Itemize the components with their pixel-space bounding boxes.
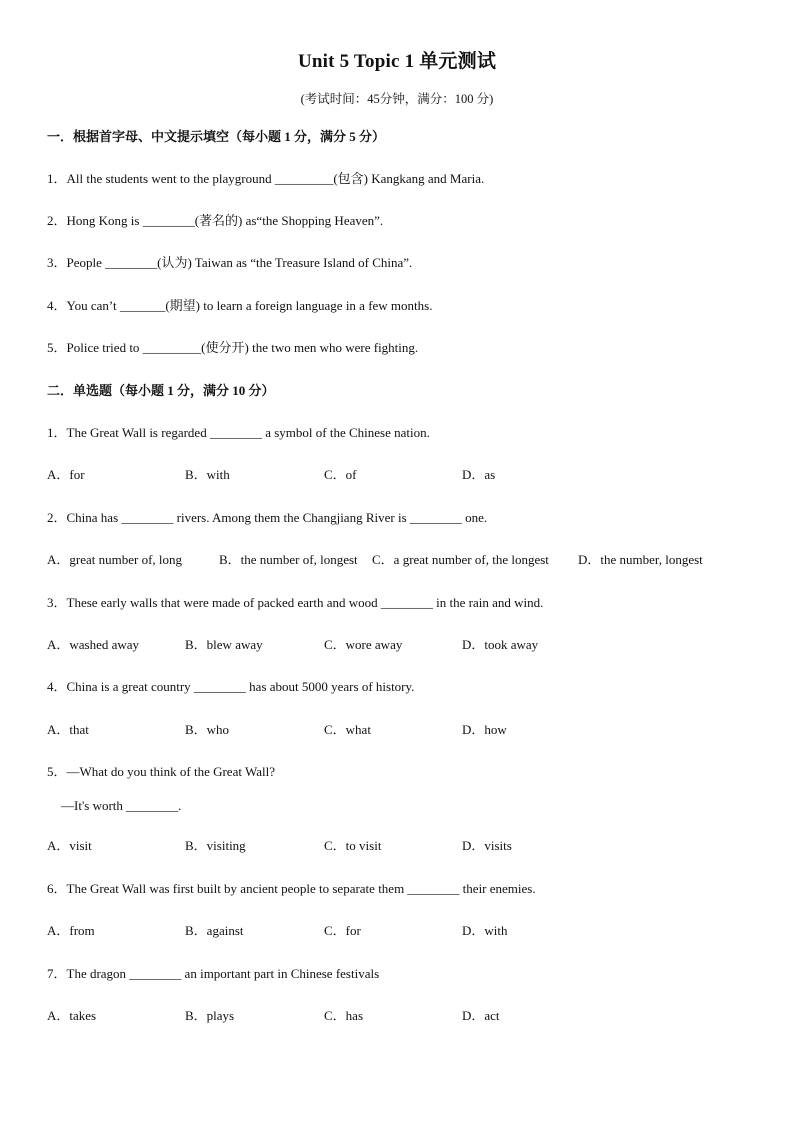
option-c[interactable]: C．has xyxy=(324,1008,364,1023)
option-d[interactable]: D．act xyxy=(462,1008,500,1023)
option-d[interactable]: D．visits xyxy=(462,838,512,853)
option-c[interactable]: C．of xyxy=(324,467,357,482)
question-5-stem-reply: —It's worth ________. xyxy=(61,798,182,813)
question-7-stem: 7．The dragon ________ an important part in Chinese festivals xyxy=(47,966,380,981)
option-d[interactable]: D．as xyxy=(462,467,496,482)
question-5-stem: 5．—What do you think of the Great Wall? xyxy=(47,764,275,779)
question-4-options xyxy=(47,719,747,737)
exam-subtitle: (考试时间：45分钟，满分：100 分) xyxy=(300,92,494,106)
section-2-heading: 二．单选题（每小题 1 分，满分 10 分） xyxy=(47,383,275,398)
option-d[interactable]: D．with xyxy=(462,923,508,938)
section-1-heading: 一．根据首字母、中文提示填空（每小题 1 分，满分 5 分） xyxy=(47,129,386,144)
question-3-options xyxy=(47,634,747,652)
option-a[interactable]: A．great number of, long xyxy=(47,552,183,567)
option-b[interactable]: B．blew away xyxy=(185,637,263,652)
option-a[interactable]: A．for xyxy=(47,467,85,482)
option-d[interactable]: D．took away xyxy=(462,637,539,652)
question-6-options xyxy=(47,920,747,938)
fill-item-1: 1．All the students went to the playground _________(包含) Kangkang and Maria. xyxy=(47,171,485,186)
option-c[interactable]: C．to visit xyxy=(324,838,382,853)
option-d[interactable]: D．the number, longest xyxy=(578,552,703,567)
option-b[interactable]: B．visiting xyxy=(185,838,246,853)
option-a[interactable]: A．washed away xyxy=(47,637,140,652)
question-4-stem: 4．China is a great country ________ has about 5000 years of history. xyxy=(47,679,415,694)
option-a[interactable]: A．from xyxy=(47,923,95,938)
option-a[interactable]: A．that xyxy=(47,722,89,737)
question-2-stem: 2．China has ________ rivers. Among them the Changjiang River is ________ one. xyxy=(47,510,488,525)
fill-item-5: 5．Police tried to _________(使分开) the two men who were fighting. xyxy=(47,340,419,355)
option-c[interactable]: C．a great number of, the longest xyxy=(372,552,549,567)
exam-title: Unit 5 Topic 1 单元测试 xyxy=(297,51,497,72)
option-b[interactable]: B．with xyxy=(185,467,230,482)
option-d[interactable]: D．how xyxy=(462,722,507,737)
option-b[interactable]: B．the number of, longest xyxy=(219,552,358,567)
option-c[interactable]: C．for xyxy=(324,923,361,938)
fill-item-3: 3．People ________(认为) Taiwan as “the Treasure Island of China”. xyxy=(47,255,413,270)
fill-item-2: 2．Hong Kong is ________(著名的) as“the Shopping Heaven”. xyxy=(47,213,384,228)
question-7-options xyxy=(47,1005,747,1023)
option-b[interactable]: B．plays xyxy=(185,1008,235,1023)
question-6-stem: 6．The Great Wall was first built by ancient people to separate them ________ their enemies. xyxy=(47,881,536,896)
question-1-stem: 1．The Great Wall is regarded ________ a symbol of the Chinese nation. xyxy=(47,425,430,440)
option-c[interactable]: C．wore away xyxy=(324,637,403,652)
option-b[interactable]: B．against xyxy=(185,923,244,938)
option-b[interactable]: B．who xyxy=(185,722,230,737)
option-c[interactable]: C．what xyxy=(324,722,371,737)
option-a[interactable]: A．visit xyxy=(47,838,92,853)
question-1-options xyxy=(47,464,747,482)
option-a[interactable]: A．takes xyxy=(47,1008,97,1023)
question-2-options xyxy=(47,549,747,567)
fill-item-4: 4．You can’t _______(期望) to learn a foreign language in a few months. xyxy=(47,298,433,313)
question-5-options xyxy=(47,835,747,853)
question-3-stem: 3．These early walls that were made of packed earth and wood ________ in the rain and wind. xyxy=(47,595,544,610)
